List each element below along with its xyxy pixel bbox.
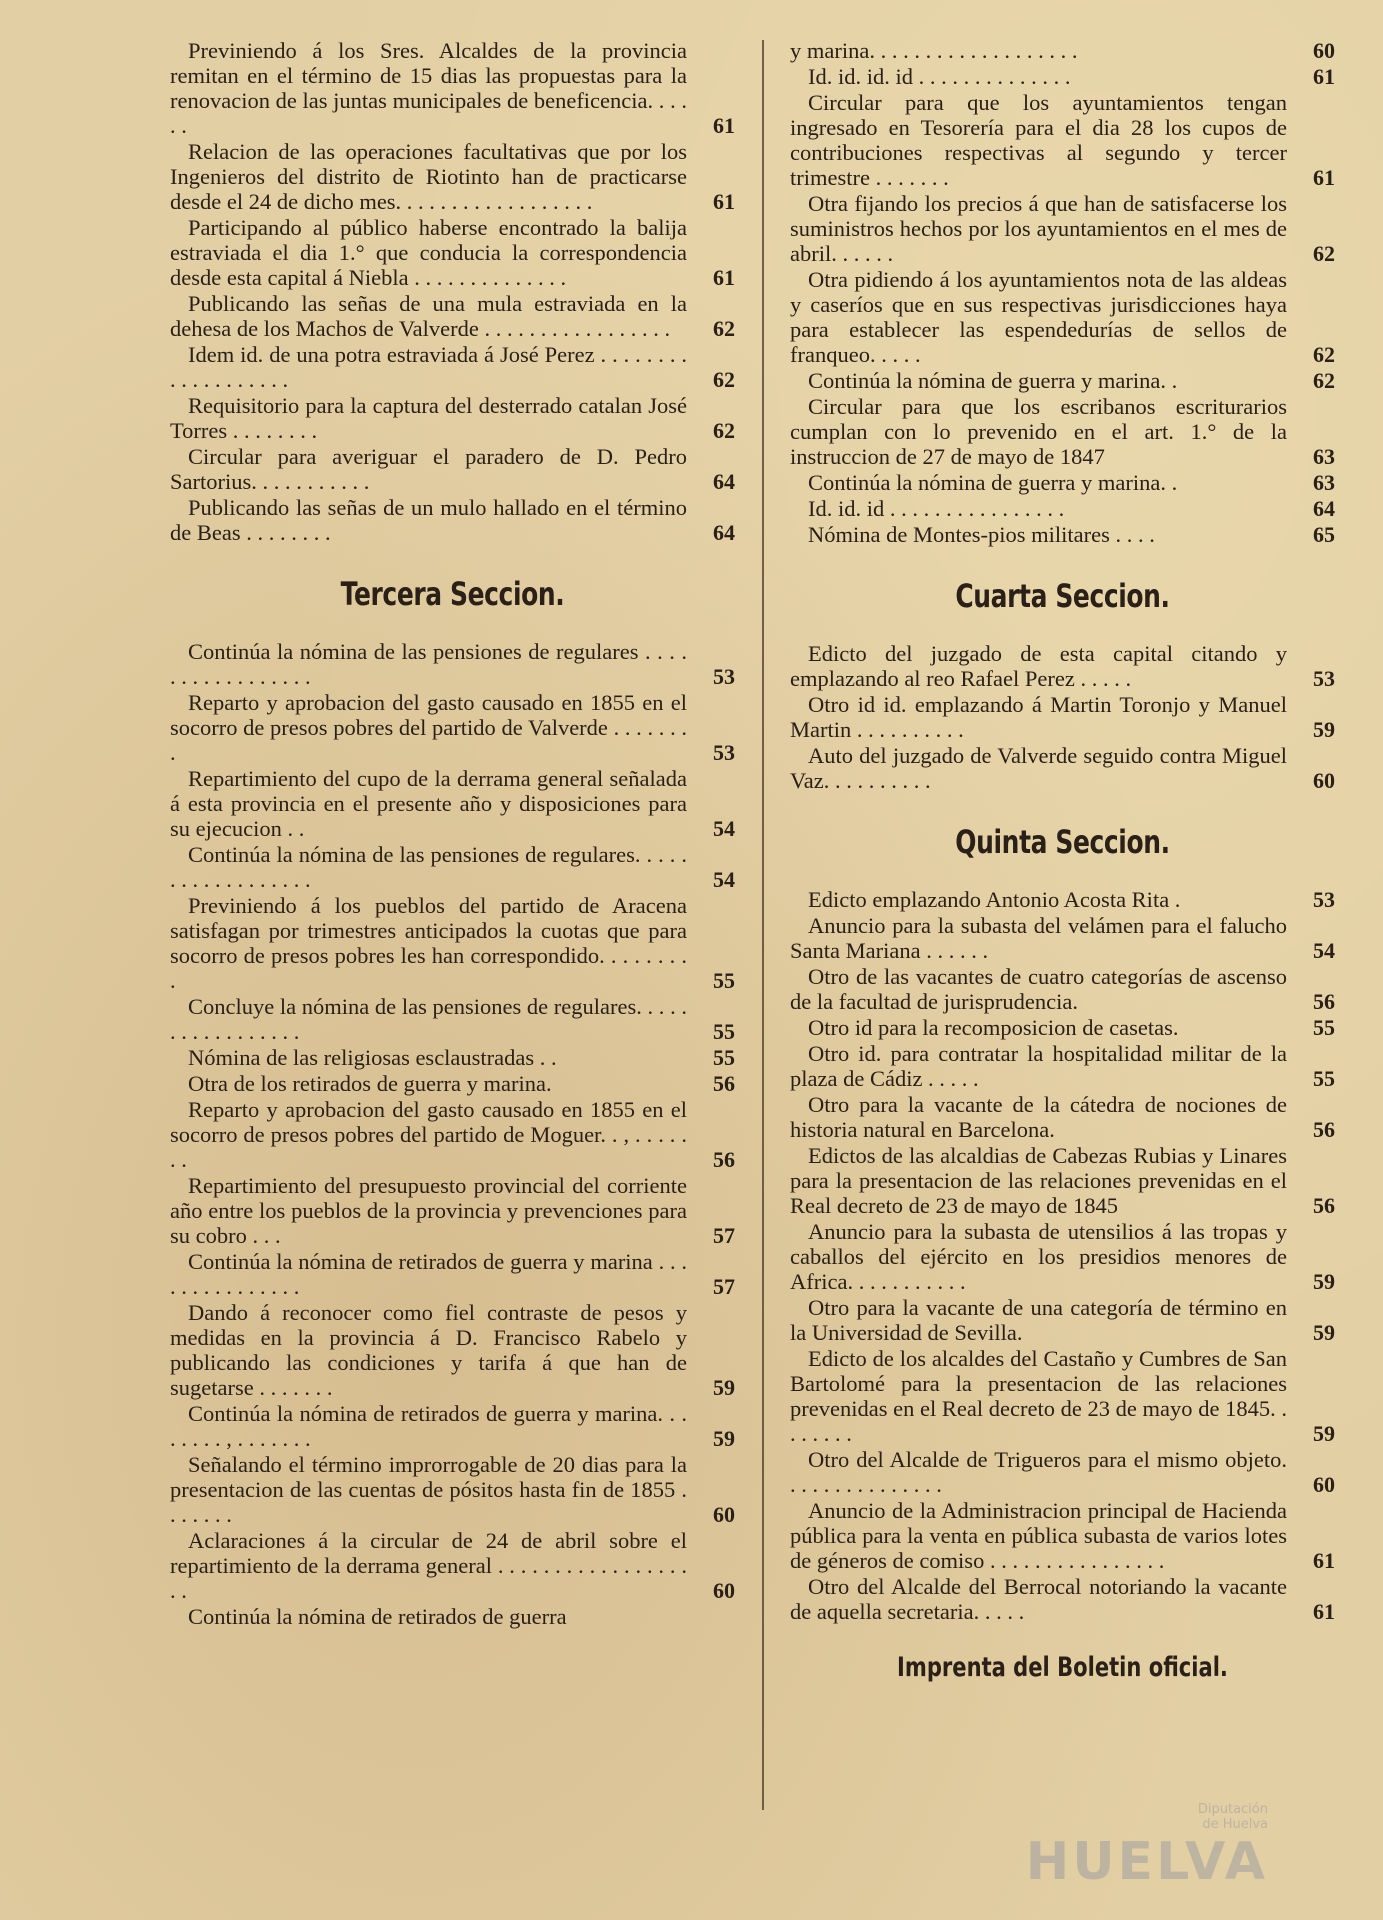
- entry-text: Edicto emplazando Antonio Acosta Rita .: [808, 887, 1181, 912]
- index-entry: [170, 1097, 735, 1172]
- entry-page-number: 63: [1313, 444, 1335, 469]
- entry-text: Continúa la nómina de guerra y marina. .: [808, 368, 1178, 393]
- entry-page-number: 61: [1313, 165, 1335, 190]
- entry-text: Requisitorio para la captura del desterrado catalan José Torres . . . . . . . .: [170, 393, 687, 443]
- entry-page-number: 54: [713, 867, 735, 892]
- entry-page-number: 60: [713, 1578, 735, 1603]
- index-entry: [790, 641, 1335, 691]
- entry-page-number: 53: [713, 740, 735, 765]
- index-entry: [170, 1604, 735, 1629]
- entry-text: Nómina de las religiosas esclaustradas . .: [188, 1045, 557, 1070]
- index-entry: [790, 1574, 1335, 1624]
- index-entry: [790, 496, 1335, 521]
- entry-text: Anuncio para la subasta del velámen para el falucho Santa Mariana . . . . . .: [790, 913, 1287, 963]
- index-entry: [790, 1015, 1335, 1040]
- entry-text: Continúa la nómina de guerra y marina. .: [808, 470, 1178, 495]
- entry-text: Concluye la nómina de las pensiones de regulares. . . . . . . . . . . . . . . . .: [170, 994, 687, 1044]
- entry-page-number: 62: [1313, 241, 1335, 266]
- entry-text: Señalando el término improrrogable de 20 dias para la presentacion de las cuentas de pósitos hasta fin de 1855 . . . . . . .: [170, 1452, 687, 1527]
- index-entry: [790, 1143, 1335, 1218]
- entry-text: Relacion de las operaciones facultativas que por los Ingenieros del distrito de Riotinto han de practicarse desde el 24 de dicho mes. . . . . . . . . . . . . . . . . .: [170, 139, 687, 214]
- entry-text: Repartimiento del cupo de la derrama general señalada á esta provincia en el presente año y disposiciones para su ejecucion . .: [170, 766, 687, 841]
- index-entry: [790, 1041, 1335, 1091]
- index-entry: [790, 191, 1335, 266]
- index-entry: [170, 1528, 735, 1603]
- entry-text: Otro del Alcalde de Trigueros para el mismo objeto. . . . . . . . . . . . . . .: [790, 1447, 1287, 1497]
- entry-text: Id. id. id. id . . . . . . . . . . . . . .: [808, 64, 1071, 89]
- entry-page-number: 55: [1313, 1066, 1335, 1091]
- right-column: [790, 38, 1335, 1683]
- entry-text: Previniendo á los pueblos del partido de Aracena satisfagan por trimestres anticipados la cuotas que para socorro de presos pobres les han correspondido. . . . . . . . .: [170, 893, 687, 993]
- entry-page-number: 62: [1313, 368, 1335, 393]
- index-entry: [790, 1092, 1335, 1142]
- index-entry: [790, 90, 1335, 190]
- entry-text: Otra pidiendo á los ayuntamientos nota de las aldeas y caseríos que en sus respectivas jurisdicciones haya para establecer las espendedurías de sellos de franqueo. . . . .: [790, 267, 1287, 367]
- entry-page-number: 61: [1313, 1599, 1335, 1624]
- entry-page-number: 59: [1313, 1269, 1335, 1294]
- entry-page-number: 55: [713, 1045, 735, 1070]
- entry-text: Repartimiento del presupuesto provincial del corriente año entre los pueblos de la provincia y prevenciones para su cobro . . .: [170, 1173, 687, 1248]
- entry-text: Continúa la nómina de las pensiones de regulares . . . . . . . . . . . . . . . . .: [170, 639, 687, 689]
- entry-page-number: 54: [713, 816, 735, 841]
- index-entry: [790, 743, 1335, 793]
- entry-page-number: 53: [1313, 666, 1335, 691]
- index-entry: [170, 639, 735, 689]
- index-entry: [170, 1452, 735, 1527]
- entry-page-number: 56: [1313, 989, 1335, 1014]
- index-entry: [790, 1346, 1335, 1446]
- index-entry: [790, 267, 1335, 367]
- entry-text: Otro del Alcalde del Berrocal notoriando la vacante de aquella secretaria. . . . .: [790, 1574, 1287, 1624]
- entry-text: Edicto de los alcaldes del Castaño y Cumbres de San Bartolomé para la presentacion de las relaciones prevenidas en el Real decreto de 23 de mayo de 1845. . . . . . . .: [790, 1346, 1287, 1446]
- entry-text: Nómina de Montes-pios militares . . . .: [808, 522, 1155, 547]
- entry-text: Otro para la vacante de la cátedra de nociones de historia natural en Barcelona.: [790, 1092, 1287, 1142]
- section-title-quinta: Quinta Seccion.: [955, 823, 1170, 861]
- right-entries-top: [790, 38, 1335, 547]
- entry-text: Edictos de las alcaldias de Cabezas Rubias y Linares para la presentacion de las relaciones prevenidas en el Real decreto de 23 de mayo de 1845: [790, 1143, 1287, 1218]
- entry-text: Id. id. id . . . . . . . . . . . . . . . .: [808, 496, 1065, 521]
- index-entry: [790, 887, 1335, 912]
- entry-text: Continúa la nómina de retirados de guerra y marina. . . . . . . . , . . . . . . .: [170, 1401, 687, 1451]
- entry-text: Continúa la nómina de las pensiones de regulares. . . . . . . . . . . . . . . . . .: [170, 842, 687, 892]
- index-entry: [170, 893, 735, 993]
- entry-text: Otra de los retirados de guerra y marina.: [188, 1071, 552, 1096]
- index-entry: [170, 766, 735, 841]
- entry-page-number: 64: [713, 469, 735, 494]
- entry-page-number: 59: [713, 1426, 735, 1451]
- index-entry: [170, 1249, 735, 1299]
- index-entry: [170, 1401, 735, 1451]
- index-entry: [170, 842, 735, 892]
- entry-text: Publicando las señas de un mulo hallado en el término de Beas . . . . . . . .: [170, 495, 687, 545]
- index-entry: [790, 64, 1335, 89]
- entry-page-number: 57: [713, 1223, 735, 1248]
- index-entry: [170, 444, 735, 494]
- entry-page-number: 65: [1313, 522, 1335, 547]
- index-entry: [170, 1173, 735, 1248]
- entry-page-number: 61: [713, 113, 735, 138]
- index-entry: [170, 38, 735, 138]
- entry-page-number: 61: [713, 265, 735, 290]
- left-entries-top: [170, 38, 735, 545]
- entry-page-number: 53: [1313, 887, 1335, 912]
- archive-watermark: [1008, 1802, 1268, 1892]
- entry-page-number: 60: [1313, 38, 1335, 63]
- index-entry: [790, 1219, 1335, 1294]
- entry-text: Continúa la nómina de retirados de guerra: [188, 1604, 567, 1629]
- entry-page-number: 55: [713, 968, 735, 993]
- index-entry: [170, 1071, 735, 1096]
- entry-page-number: 62: [713, 418, 735, 443]
- entry-text: Otro id. para contratar la hospitalidad militar de la plaza de Cádiz . . . . .: [790, 1041, 1287, 1091]
- entry-page-number: 56: [713, 1147, 735, 1172]
- entry-text: Otro id id. emplazando á Martin Toronjo y Manuel Martin . . . . . . . . . .: [790, 692, 1287, 742]
- index-entry: [170, 1300, 735, 1400]
- watermark-logo-text: HUELVA: [1025, 1832, 1268, 1892]
- watermark-line1: Diputación: [1197, 1802, 1268, 1817]
- entry-page-number: 64: [713, 520, 735, 545]
- right-entries-cuarta: [790, 641, 1335, 793]
- left-column: [170, 38, 735, 1630]
- index-entry: [790, 1447, 1335, 1497]
- index-entry: [170, 495, 735, 545]
- entry-page-number: 56: [1313, 1193, 1335, 1218]
- entry-text: Dando á reconocer como fiel contraste de pesos y medidas en la provincia á D. Francisco Rabelo y publicando las condiciones y tarifa á que han de sugetarse . . . . . . .: [170, 1300, 687, 1400]
- entry-text: Aclaraciones á la circular de 24 de abril sobre el repartimiento de la derrama general . . . . . . . . . . . . . . . . . . .: [170, 1528, 687, 1603]
- entry-text: Edicto del juzgado de esta capital citando y emplazando al reo Rafael Perez . . . . .: [790, 641, 1287, 691]
- entry-page-number: 62: [1313, 342, 1335, 367]
- entry-text: Previniendo á los Sres. Alcaldes de la provincia remitan en el término de 15 dias las propuestas para la renovacion de las juntas municipales de beneficencia. . . . . .: [170, 38, 687, 138]
- entry-page-number: 60: [1313, 768, 1335, 793]
- entry-text: Circular para averiguar el paradero de D. Pedro Sartorius. . . . . . . . . . .: [170, 444, 687, 494]
- index-entry: [790, 394, 1335, 469]
- entry-page-number: 59: [1313, 1320, 1335, 1345]
- index-entry: [790, 692, 1335, 742]
- index-entry: [170, 291, 735, 341]
- entry-text: Idem id. de una potra estraviada á José Perez . . . . . . . . . . . . . . . . . . .: [170, 342, 687, 392]
- entry-text: Continúa la nómina de retirados de guerra y marina . . . . . . . . . . . . . . .: [170, 1249, 687, 1299]
- index-entry: [170, 342, 735, 392]
- entry-page-number: 63: [1313, 470, 1335, 495]
- entry-text: Circular para que los escribanos escriturarios cumplan con lo prevenido en el art. 1.° de la instruccion de 27 de mayo de 1847: [790, 394, 1287, 469]
- entry-text: Otra fijando los precios á que han de satisfacerse los suministros hechos por los ayuntamientos en el mes de abril. . . . . .: [790, 191, 1287, 266]
- index-entry: [790, 1295, 1335, 1345]
- index-entry: [170, 215, 735, 290]
- entry-text: y marina. . . . . . . . . . . . . . . . . . .: [790, 38, 1078, 63]
- entry-page-number: 55: [1313, 1015, 1335, 1040]
- column-divider: [762, 40, 764, 1810]
- index-entry: [170, 139, 735, 214]
- index-entry: [170, 690, 735, 765]
- entry-page-number: 56: [1313, 1117, 1335, 1142]
- entry-page-number: 53: [713, 664, 735, 689]
- entry-page-number: 60: [1313, 1472, 1335, 1497]
- index-entry: [170, 1045, 735, 1070]
- entry-text: Publicando las señas de una mula estraviada en la dehesa de los Machos de Valverde . . . . . . . . . . . . . . . . .: [170, 291, 687, 341]
- index-entry: [790, 964, 1335, 1014]
- left-entries-tercera: [170, 639, 735, 1629]
- entry-text: Otro id para la recomposicion de casetas.: [808, 1015, 1179, 1040]
- entry-page-number: 62: [713, 367, 735, 392]
- entry-text: Reparto y aprobacion del gasto causado en 1855 en el socorro de presos pobres del partido de Moguer. . , . . . . . . .: [170, 1097, 687, 1172]
- entry-text: Reparto y aprobacion del gasto causado en 1855 en el socorro de presos pobres del partido de Valverde . . . . . . . .: [170, 690, 687, 765]
- entry-text: Otro de las vacantes de cuatro categorías de ascenso de la facultad de jurisprudencia.: [790, 964, 1287, 1014]
- index-entry: [170, 393, 735, 443]
- section-title-tercera: Tercera Seccion.: [340, 575, 565, 613]
- entry-text: Otro para la vacante de una categoría de término en la Universidad de Sevilla.: [790, 1295, 1287, 1345]
- entry-page-number: 55: [713, 1019, 735, 1044]
- entry-text: Auto del juzgado de Valverde seguido contra Miguel Vaz. . . . . . . . . .: [790, 743, 1287, 793]
- entry-page-number: 57: [713, 1274, 735, 1299]
- right-entries-quinta: [790, 887, 1335, 1624]
- imprint-line: Imprenta del Boletin oficial.: [897, 1652, 1228, 1683]
- entry-page-number: 61: [713, 189, 735, 214]
- index-entry: [790, 368, 1335, 393]
- entry-page-number: 62: [713, 316, 735, 341]
- section-title-cuarta: Cuarta Seccion.: [955, 577, 1170, 615]
- entry-text: Anuncio para la subasta de utensilios á las tropas y caballos del ejército en los presidios menores de Africa. . . . . . . . . . .: [790, 1219, 1287, 1294]
- index-entry: [790, 913, 1335, 963]
- watermark-line2: de Huelva: [1202, 1817, 1268, 1832]
- entry-page-number: 54: [1313, 938, 1335, 963]
- entry-page-number: 64: [1313, 496, 1335, 521]
- index-entry: [790, 470, 1335, 495]
- index-entry: [790, 1498, 1335, 1573]
- entry-text: Participando al público haberse encontrado la balija estraviada el dia 1.° que conducia la correspondencia desde esta capital á Niebla . . . . . . . . . . . . . .: [170, 215, 687, 290]
- entry-text: Circular para que los ayuntamientos tengan ingresado en Tesorería para el dia 28 los cupos de contribuciones respectivas al segundo y tercer trimestre . . . . . . .: [790, 90, 1287, 190]
- entry-page-number: 61: [1313, 64, 1335, 89]
- entry-page-number: 56: [713, 1071, 735, 1096]
- entry-page-number: 59: [713, 1375, 735, 1400]
- index-entry: [170, 994, 735, 1044]
- entry-page-number: 59: [1313, 1421, 1335, 1446]
- index-entry: [790, 522, 1335, 547]
- index-entry: [790, 38, 1335, 63]
- entry-text: Anuncio de la Administracion principal de Hacienda pública para la venta en pública subasta de varios lotes de géneros de comiso . . . . . . . . . . . . . . . .: [790, 1498, 1287, 1573]
- entry-page-number: 60: [713, 1502, 735, 1527]
- entry-page-number: 61: [1313, 1548, 1335, 1573]
- entry-page-number: 59: [1313, 717, 1335, 742]
